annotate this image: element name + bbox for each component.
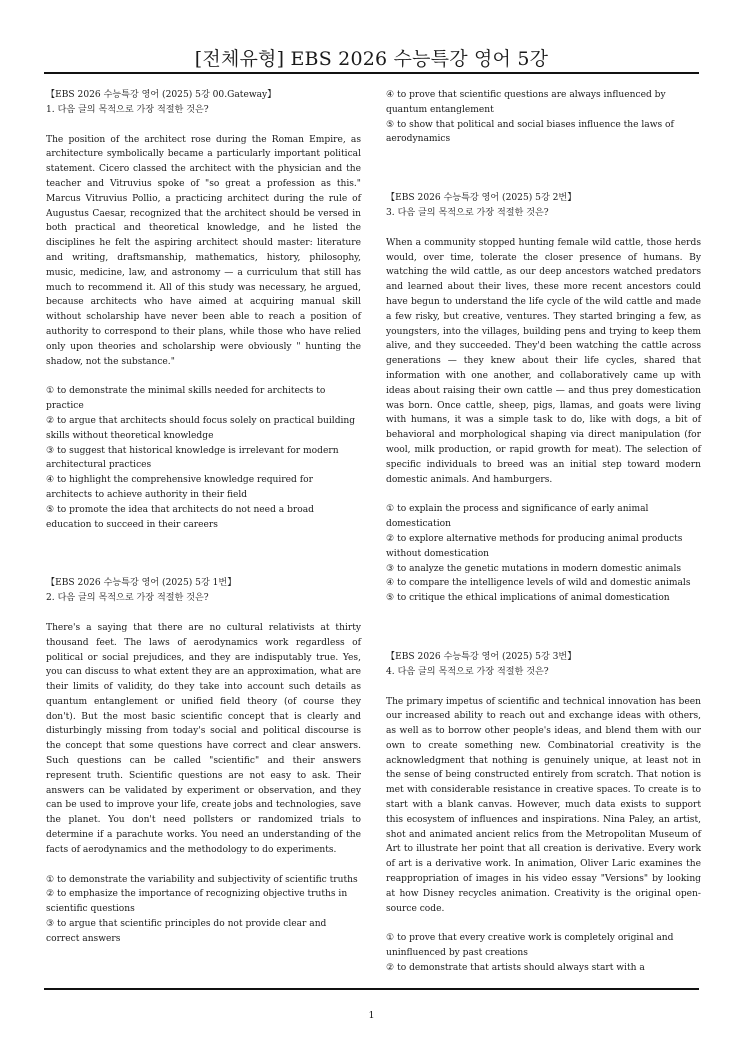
answer-option: ⑤ to promote the idea that architects do not need a broad education to succeed in their careers: [46, 504, 314, 530]
left-column: [46, 88, 361, 947]
answer-option: ⑤ to critique the ethical implications of animal domestication: [386, 593, 670, 604]
passage-text: When a community stopped hunting female wild cattle, those herds would, over time, tolerate the closer presence of humans. By watching the wild cattle, as our deep ancestors watched predators and learned about their lives, these more recent ancestors could have begun to understand the life cycle of the wild cattle and made a few risky, but creative, ventures. They started bringing a few, as youngsters, into the villages, building pens and trying to keep them alive, and they succeeded. They'd been watching the cattle across generations — they knew about their life cycles, shared that information with one another, and collaboratively came up with ideas about raising their own cattle — and thus prey domestication was born. Once cattle, sheep, pigs, llamas, and goats were living with humans, it was a simple task to do, like with dogs, a bit of behavioral and morphological shaping via direct manipulation (for wool, milk production, or rapid growth for meat). The selection of specific individuals to breed was an initial step toward modern domestic animals. And hamburgers.: [386, 237, 701, 485]
question-tag: 【EBS 2026 수능특강 영어 (2025) 5강 3번】: [386, 651, 577, 662]
answer-option: ④ to highlight the comprehensive knowledge required for architects to achieve authority in their field: [46, 475, 313, 500]
answer-option: ④ to prove that scientific questions are always influenced by quantum entanglement: [386, 90, 666, 115]
question-tag: 【EBS 2026 수능특강 영어 (2025) 5강 2번】: [386, 193, 577, 204]
question-1: [46, 88, 361, 532]
answer-option: ⑤ to show that political and social biases influence the laws of aerodynamics: [386, 119, 674, 145]
question-2: [46, 576, 361, 946]
passage-text: The position of the architect rose during the Roman Empire, as architecture symbolically became a particularly important political statement. Cicero classed the architect with the physician and the teacher and Vitruvius spoke of "so great a profession as this." Marcus Vitruvius Pollio, a practicing architect during the rule of Augustus Caesar, recognized that the architect should be versed in both practical and theoretical knowledge, and he listed the disciplines he felt the aspiring architect should master: literature and writing, draftsmanship, mathematics, history, philosophy, music, medicine, law, and astronomy — a curriculum that still has much to recommend it. All of this study was necessary, he argued, because architects who have aimed at acquiring manual skill without scholarship have never been able to reach a position of authority to correspond to their plans, while those who have relied only upon theories and scholarship were obviously " hunting the shadow, not the substance.": [46, 134, 361, 367]
bottom-rule: [44, 988, 699, 990]
answer-option: ③ to analyze the genetic mutations in modern domestic animals: [386, 563, 682, 574]
answer-option: ① to explain the process and significance of early animal domestication: [386, 504, 649, 530]
question-prompt: 1. 다음 글의 목적으로 가장 적절한 것은?: [46, 104, 209, 115]
question-4: [386, 650, 701, 976]
answer-option: ④ to compare the intelligence levels of wild and domestic animals: [386, 578, 691, 589]
question-3: [386, 191, 701, 606]
question-prompt: 3. 다음 글의 목적으로 가장 적절한 것은?: [386, 207, 549, 218]
answer-option: ① to demonstrate the variability and subjectivity of scientific truths: [46, 874, 358, 885]
passage-text: There's a saying that there are no cultural relativists at thirty thousand feet. The laws of aerodynamics work regardless of political or social prejudices, and they are indisputably true. Yes, you can discuss to what extent they are an approximation, what are their limits of validity, do they take into account such details as quantum entanglement or unified field theory (of course they don't). But the most basic scientific concept that is clearly and disturbingly missing from today's social and political discourse is the concept that some questions have correct and clear answers. Such questions can be called "scientific" and their answers represent truth. Scientific questions are not easy to ask. Their answers can be validated by experiment or observation, and they can be used to improve your life, create jobs and technologies, save the planet. You don't need pollsters or randomized trials to determine if a parachute works. You need an understanding of the facts of aerodynamics and the methodology to do experiments.: [46, 622, 361, 855]
answer-option: ③ to argue that scientific principles do not provide clear and correct answers: [46, 919, 327, 944]
page-number: 1: [368, 1010, 375, 1021]
page-title: [전체유형] EBS 2026 수능특강 영어 5강: [194, 48, 549, 70]
answer-option: ② to demonstrate that artists should always start with a: [386, 963, 645, 974]
answer-option: ③ to suggest that historical knowledge is irrelevant for modern architectural practices: [46, 445, 339, 471]
passage-text: The primary impetus of scientific and technical innovation has been our increased ability to reach out and exchange ideas with others, as well as to borrow other people's ideas, and blend them with our own to create something new. Combinatorial creativity is the acknowledgment that nothing is genuinely unique, at least not in the sense of being constructed entirely from scratch. That notion is met with considerable resistance in creative spaces. To create is to start with a blank canvas. However, much data exists to support this ecosystem of influences and inspirations. Nina Paley, an artist, shot and animated ancient relics from the Metropolitan Museum of Art to illustrate her point that all creation is derivative. Every work of art is a derivative work. In animation, Oliver Laric examines the reappropriation of images in his video essay "Versions" by looking at how Disney recycles animation. Creativity is the original open-source code.: [386, 696, 701, 914]
answer-option: ① to demonstrate the minimal skills needed for architects to practice: [46, 386, 326, 412]
question-prompt: 2. 다음 글의 목적으로 가장 적절한 것은?: [46, 593, 209, 604]
answer-option: ② to argue that architects should focus solely on practical building skills without theoretical knowledge: [46, 415, 356, 441]
answer-option: ② to explore alternative methods for producing animal products without domestication: [386, 533, 683, 559]
right-column: [386, 88, 701, 976]
answer-option: ② to emphasize the importance of recognizing objective truths in scientific questions: [46, 889, 348, 915]
title-underline: [44, 72, 699, 74]
question-prompt: 4. 다음 글의 목적으로 가장 적절한 것은?: [386, 666, 549, 677]
answer-option: ① to prove that every creative work is completely original and uninfluenced by past creations: [386, 933, 674, 959]
question-tag: 【EBS 2026 수능특강 영어 (2025) 5강 1번】: [46, 578, 237, 589]
question-tag: 【EBS 2026 수능특강 영어 (2025) 5강 00.Gateway】: [46, 90, 277, 100]
